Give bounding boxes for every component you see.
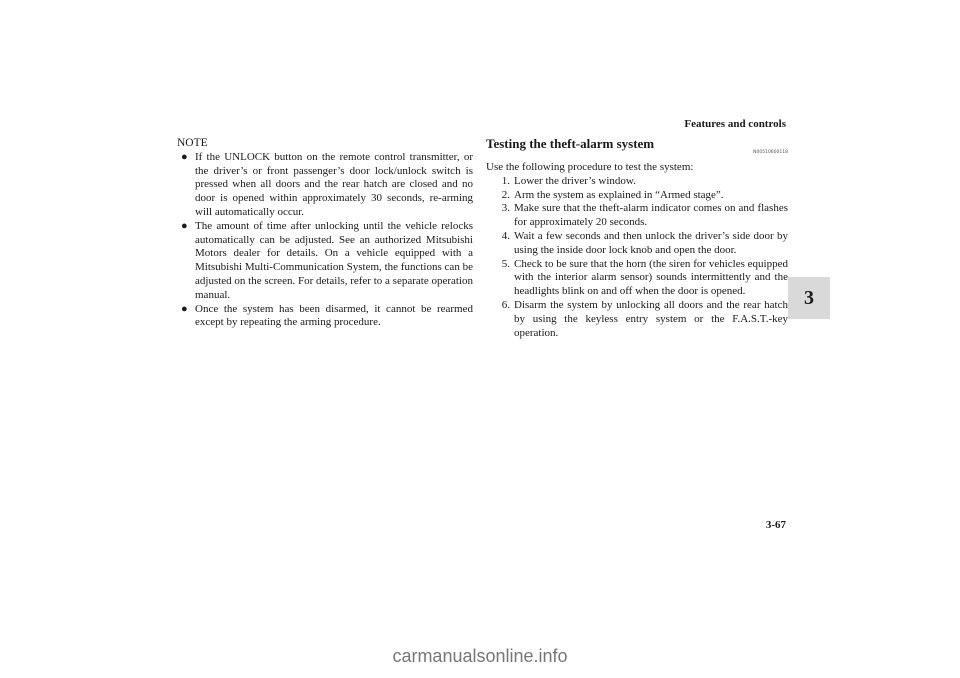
- chapter-tab: [788, 277, 830, 319]
- step-item: [486, 189, 788, 203]
- note-label: NOTE: [177, 137, 208, 149]
- step-item: [486, 175, 788, 189]
- step-number: 5.: [501, 257, 510, 270]
- note-block: [177, 137, 473, 330]
- note-item-text: The amount of time after unlocking until the vehicle relocks automatically can be adjusted. See an authorized Mitsubishi Motors dealer for details. On a vehicle equipped with a Mitsubishi Multi-Communication System, the functions can be adjusted on the screen. For details, refer to a separate operation manual.: [195, 219, 473, 301]
- section-heading-row: [486, 137, 788, 157]
- step-item: [486, 258, 788, 299]
- bullet-icon: ●: [181, 302, 188, 315]
- note-item: [177, 303, 473, 331]
- section-code: N00510600118: [753, 150, 788, 155]
- step-text: Disarm the system by unlocking all doors and the rear hatch by using the keyless entry system or the F.A.S.T.-key operation.: [514, 298, 788, 339]
- section-intro: Use the following procedure to test the system:: [486, 161, 694, 173]
- running-header: Features and controls: [684, 118, 786, 130]
- step-number: 2.: [501, 188, 510, 201]
- test-section: [486, 137, 788, 340]
- step-text: Arm the system as explained in “Armed stage”.: [514, 188, 724, 201]
- step-number: 6.: [501, 298, 510, 311]
- step-text: Lower the driver’s window.: [514, 174, 636, 187]
- bullet-icon: ●: [181, 150, 188, 163]
- bullet-icon: ●: [181, 219, 188, 232]
- page-number: 3-67: [765, 519, 786, 531]
- chapter-number: 3: [804, 286, 814, 309]
- note-item: [177, 220, 473, 303]
- step-text: Check to be sure that the horn (the siren for vehicles equipped with the interior alarm sensor) sounds intermittently and the headlights blink on and off when the door is opened.: [514, 257, 788, 298]
- note-item-text: Once the system has been disarmed, it cannot be rearmed except by repeating the arming procedure.: [195, 302, 473, 329]
- step-item: [486, 202, 788, 230]
- step-item: [486, 230, 788, 258]
- step-item: [486, 299, 788, 340]
- step-number: 4.: [501, 229, 510, 242]
- step-text: Wait a few seconds and then unlock the driver’s side door by using the inside door lock knob and open the door.: [514, 229, 788, 256]
- step-text: Make sure that the theft-alarm indicator comes on and flashes for approximately 20 seconds.: [514, 202, 788, 229]
- note-item-text: If the UNLOCK button on the remote control transmitter, or the driver’s or front passenger’s door lock/unlock switch is pressed when all doors and the rear hatch are closed and no door is opened within approximately 30 seconds, re-arming will automatically occur.: [195, 150, 473, 218]
- step-number: 3.: [501, 202, 510, 215]
- step-number: 1.: [501, 174, 510, 187]
- note-item: [177, 151, 473, 220]
- section-title: Testing the theft-alarm system: [486, 136, 655, 151]
- watermark-link[interactable]: carmanualsonline.info: [392, 646, 568, 666]
